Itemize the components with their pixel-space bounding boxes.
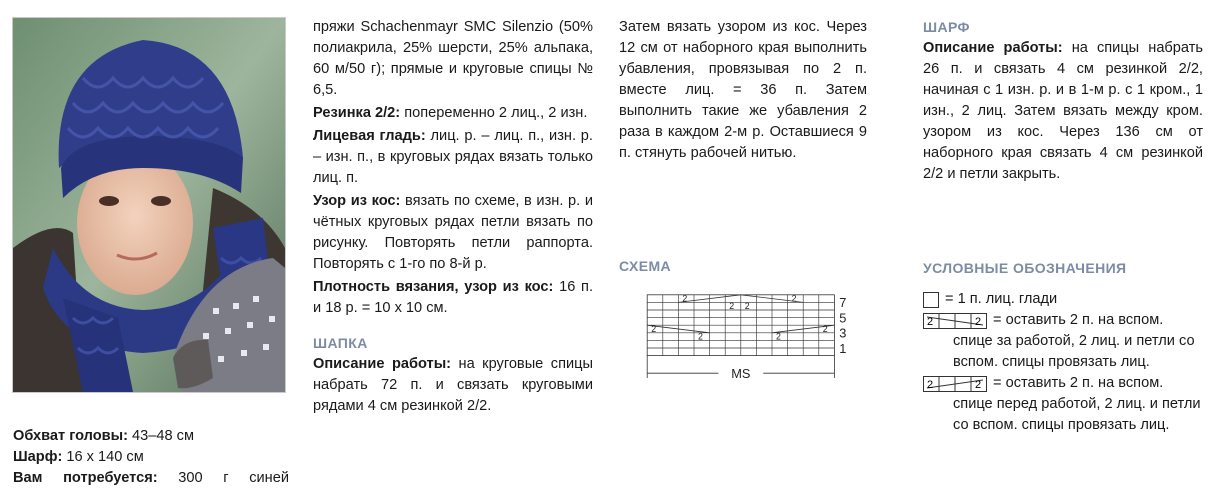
hat-continued-text: Затем вязать узором из кос. Через 12 см от наборного края выполнить убавления, провязывая по 2 п. вместе лиц. = 36 п. Затем выполнить такие же убавления 2 раза в каждом 2-м р. Оставшиеся 9 п. стянуть рабочей нитью. xyxy=(619,19,867,161)
cable-digit: 2 xyxy=(729,301,735,312)
stockinette-label: Лицевая гладь: xyxy=(313,128,426,144)
chart-row-label: 1 xyxy=(839,340,847,356)
cable-back-digit-left: 2 xyxy=(927,316,934,328)
hat-desc-para xyxy=(313,354,593,417)
chart-row-label: 7 xyxy=(839,295,847,311)
cable-digit: 2 xyxy=(682,293,688,304)
scarf-size-value: 16 х 140 см xyxy=(62,449,144,465)
cable-back-digit-right: 2 xyxy=(975,316,982,328)
cable-digit: 2 xyxy=(822,324,828,334)
scarf-desc-para xyxy=(923,38,1203,185)
cable-label: Узор из кос: xyxy=(313,193,401,209)
head-size-line xyxy=(13,426,289,447)
legend-item-cable-front xyxy=(923,373,1208,394)
stockinette-text: лиц. р. – лиц. п., изн. р. – изн. п., в круговых рядах вязать только лиц. п. xyxy=(313,128,593,186)
scarf-section-title: ШАРФ xyxy=(923,19,970,35)
cable-digit: 2 xyxy=(791,293,797,304)
stockinette-para xyxy=(313,126,593,189)
cable-para xyxy=(313,191,593,275)
cable-digit: 2 xyxy=(698,331,703,342)
chart-grid xyxy=(647,295,834,356)
head-size-value: 43–48 см xyxy=(127,428,194,444)
product-photo xyxy=(13,18,285,392)
hat-desc-text: на круговые спицы набрать 72 п. и связать круговыми рядами 4 см резинкой 2/2. xyxy=(313,356,593,414)
cable-front-digit-left: 2 xyxy=(927,379,934,391)
cable-back-symbol-icon xyxy=(923,313,987,329)
legend-title: УСЛОВНЫЕ ОБОЗНАЧЕНИЯ xyxy=(923,260,1127,276)
repeat-label: MS xyxy=(731,366,751,381)
yarn-text: пряжи Schachenmayr SMC Silenzio (50% полиакрила, 25% шерсти, 25% альпака, 60 м/50 г); прямые и круговые спицы № 6,5. xyxy=(313,19,593,98)
cable-front-symbol-icon xyxy=(923,376,987,392)
rib-text: попеременно 2 лиц., 2 изн. xyxy=(400,105,588,121)
boy-photo-illustration xyxy=(13,18,285,392)
gauge-para xyxy=(313,277,593,319)
chart-repeat xyxy=(647,356,834,381)
knit-stitch-symbol-icon xyxy=(923,292,939,308)
head-size-label: Обхват головы: xyxy=(13,428,128,444)
cable-digit: 2 xyxy=(744,301,750,312)
knitting-chart xyxy=(617,290,887,410)
legend-item-knit-text: = 1 п. лиц. глади xyxy=(945,291,1058,307)
chart-row-labels xyxy=(839,295,846,356)
chart-row-label: 5 xyxy=(839,310,847,326)
scarf-desc-text: на спицы набрать 26 п. и связать 4 см резинкой 2/2, начиная с 1 изн. р. и в 1-м р. с 1 кром., 1 изн., 2 лиц. Затем вязать между кром. узором из кос. Через 136 см от наборного края связать 4 см резинкой 2/2 и петли закрыть. xyxy=(923,40,1203,182)
legend-item-cable-back-rest: спице за работой, 2 лиц. и петли со вспом. спицы провязать лиц. xyxy=(953,333,1195,370)
scarf-size-label: Шарф: xyxy=(13,449,63,465)
cable-digit: 2 xyxy=(776,331,781,342)
scarf-column xyxy=(923,17,1203,185)
scarf-size-line xyxy=(13,447,289,468)
cable-text: вязать по схеме, в изн. р. и чётных круговых рядах петли вязать по рисунку. Повторять петли раппорта. Повторять с 1-го по 8-й р. xyxy=(313,193,594,272)
materials-label: Вам потребуется: xyxy=(13,470,158,486)
chart-row-label: 3 xyxy=(839,325,847,341)
hat-section-title: ШАПКА xyxy=(313,335,368,351)
materials-column xyxy=(313,17,593,417)
size-info xyxy=(13,426,289,489)
gauge-label: Плотность вязания, узор из кос: xyxy=(313,279,554,295)
cable-front-digit-right: 2 xyxy=(975,379,982,391)
legend-item-cable-front-first: = оставить 2 п. на вспом. xyxy=(993,375,1164,391)
legend-item-cable-front-rest: спице перед работой, 2 лиц. и петли со вспом. спицы провязать лиц. xyxy=(953,396,1201,433)
hat-continued-column xyxy=(619,17,867,164)
chart-section-title: СХЕМА xyxy=(619,258,672,274)
gauge-text: 16 п. и 18 р. = 10 х 10 см. xyxy=(313,279,593,316)
rib-label: Резинка 2/2: xyxy=(313,105,401,121)
legend-item-cable-back xyxy=(923,310,1208,331)
cable-digit: 2 xyxy=(651,324,657,334)
legend-item-knit xyxy=(923,289,1208,310)
hat-desc-label: Описание работы: xyxy=(313,356,452,372)
materials-line xyxy=(13,468,289,489)
scarf-desc-label: Описание работы: xyxy=(923,40,1063,56)
legend-item-cable-back-first: = оставить 2 п. на вспом. xyxy=(993,312,1164,328)
materials-value: 300 г синей xyxy=(157,470,289,486)
legend xyxy=(923,258,1208,436)
rib-para xyxy=(313,103,593,124)
